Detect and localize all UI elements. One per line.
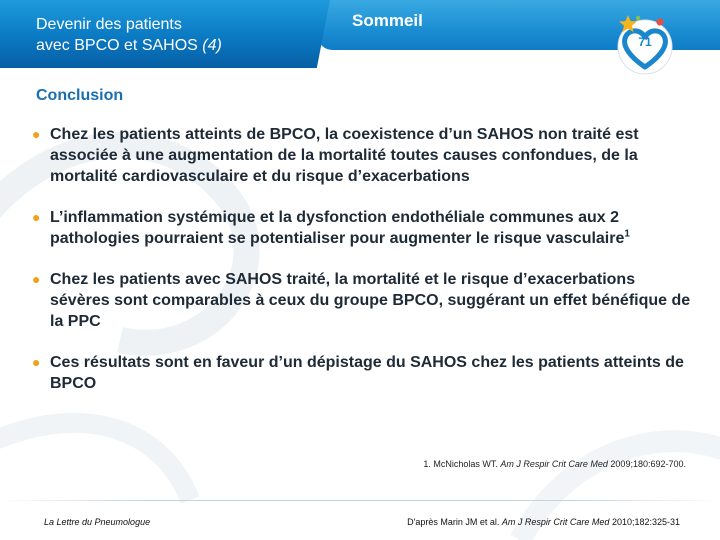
footer-source-journal: Am J Respir Crit Care Med xyxy=(501,517,610,527)
reference-note-journal: Am J Respir Crit Care Med xyxy=(500,459,608,469)
bullet-dot-icon: ● xyxy=(32,354,41,370)
bullet-dot-icon: ● xyxy=(32,209,41,225)
section-tab: Sommeil xyxy=(352,11,423,30)
footer-source-prefix: D'après Marin JM et al. xyxy=(407,517,500,527)
reference-note-prefix: 1. McNicholas WT. xyxy=(423,459,498,469)
slide-title-line2-suffix: (4) xyxy=(202,37,222,54)
reference-note-details: 2009;180:692-700. xyxy=(610,459,686,469)
bullet-dot-icon: ● xyxy=(32,271,41,287)
bullet-item xyxy=(32,124,692,187)
slide-title-line2 xyxy=(36,35,326,56)
slide-title-line2-main: avec BPCO et SAHOS xyxy=(36,37,198,54)
footer-publication: La Lettre du Pneumologue xyxy=(44,517,151,527)
slide-title xyxy=(36,14,326,56)
footer-divider xyxy=(0,500,720,501)
footnote-marker: 1 xyxy=(624,228,630,240)
bullet-text: Chez les patients atteints de BPCO, la coexistence d’un SAHOS non traité est associée à une augmentation de la mortalité toutes causes confondues, de la mortalité cardiovasculaire et du risque d’exacerbations xyxy=(50,126,639,185)
content-heading: Conclusion xyxy=(36,87,124,104)
bullet-text: Chez les patients avec SAHOS traité, la mortalité et le risque d’exacerbations sévères sont comparables à ceux du groupe BPCO, suggérant un effet bénéfique de la PPC xyxy=(50,271,691,330)
bullet-list xyxy=(32,124,692,414)
bullet-item xyxy=(32,352,692,394)
bullet-item xyxy=(32,207,692,249)
bullet-text: Ces résultats sont en faveur d’un dépistage du SAHOS chez les patients atteints de BPCO xyxy=(50,354,684,392)
footer-source-details: 2010;182:325-31 xyxy=(611,517,680,527)
bullet-item xyxy=(32,269,692,332)
slide-title-line1: Devenir des patients xyxy=(36,16,182,33)
bullet-dot-icon: ● xyxy=(32,126,41,142)
page-number: 71 xyxy=(638,35,652,49)
footer-source xyxy=(407,517,680,527)
bullet-text: L’inflammation systémique et la dysfonction endothéliale communes aux 2 pathologies pourraient se potentialiser pour augmenter le risque vasculaire xyxy=(50,209,625,247)
reference-note xyxy=(423,459,686,469)
